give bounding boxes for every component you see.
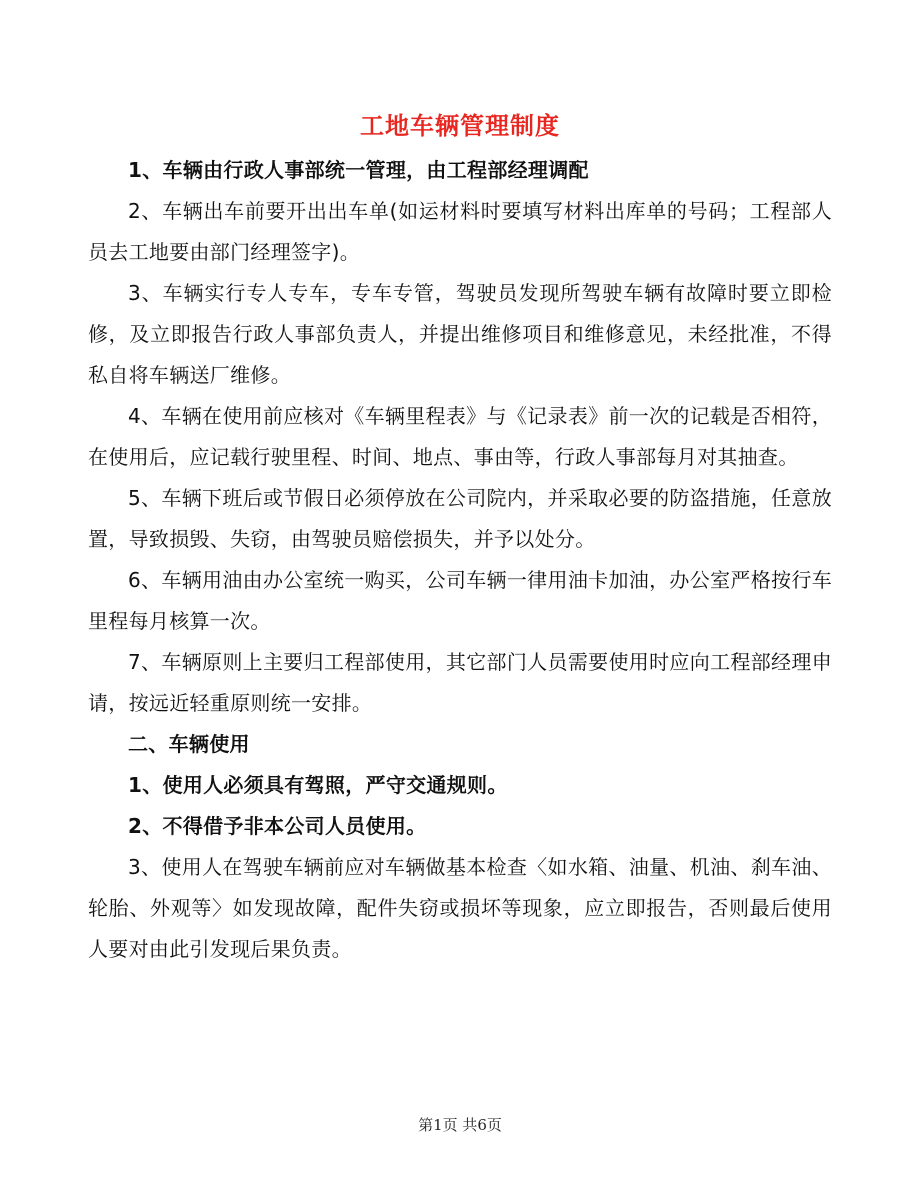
paragraph-6: 6、车辆用油由办公室统一购买，公司车辆一律用油卡加油，办公室严格按行车里程每月核算一次。 xyxy=(88,568,832,633)
paragraph-7: 7、车辆原则上主要归工程部使用，其它部门人员需要使用时应向工程部经理申请，按远近轻重原则统一安排。 xyxy=(88,650,832,715)
paragraph-4: 4、车辆在使用前应核对《车辆里程表》与《记录表》前一次的记载是否相符，在使用后，应记载行驶里程、时间、地点、事由等，行政人事部每月对其抽查。 xyxy=(88,404,832,469)
document-title: 工地车辆管理制度 xyxy=(360,111,560,140)
paragraph-2: 2、车辆出车前要开出出车单(如运材料时要填写材料出库单的号码；工程部人员去工地要由部门经理签字)。 xyxy=(88,199,832,264)
paragraph-3: 3、车辆实行专人专车，专车专管，驾驶员发现所驾驶车辆有故障时要立即检修，及立即报告行政人事部负责人，并提出维修项目和维修意见，未经批准，不得私自将车辆送厂维修。 xyxy=(88,281,832,387)
use-rule-3: 3、使用人在驾驶车辆前应对车辆做基本检查〈如水箱、油量、机油、刹车油、轮胎、外观等〉如发现故障，配件失窃或损坏等现象，应立即报告，否则最后使用人要对由此引发现后果负责。 xyxy=(88,855,832,961)
paragraph-1: 1、车辆由行政人事部统一管理，由工程部经理调配 xyxy=(128,158,589,182)
use-rule-1: 1、使用人必须具有驾照，严守交通规则。 xyxy=(128,773,508,797)
section-heading-vehicle-use: 二、车辆使用 xyxy=(128,732,250,756)
paragraph-5: 5、车辆下班后或节假日必须停放在公司院内，并采取必要的防盗措施，任意放置，导致损毁、失窃，由驾驶员赔偿损失，并予以处分。 xyxy=(88,486,832,551)
use-rule-2: 2、不得借予非本公司人员使用。 xyxy=(128,814,427,838)
document-body xyxy=(88,150,832,970)
page-footer: 第1页 共6页 xyxy=(418,1116,502,1134)
